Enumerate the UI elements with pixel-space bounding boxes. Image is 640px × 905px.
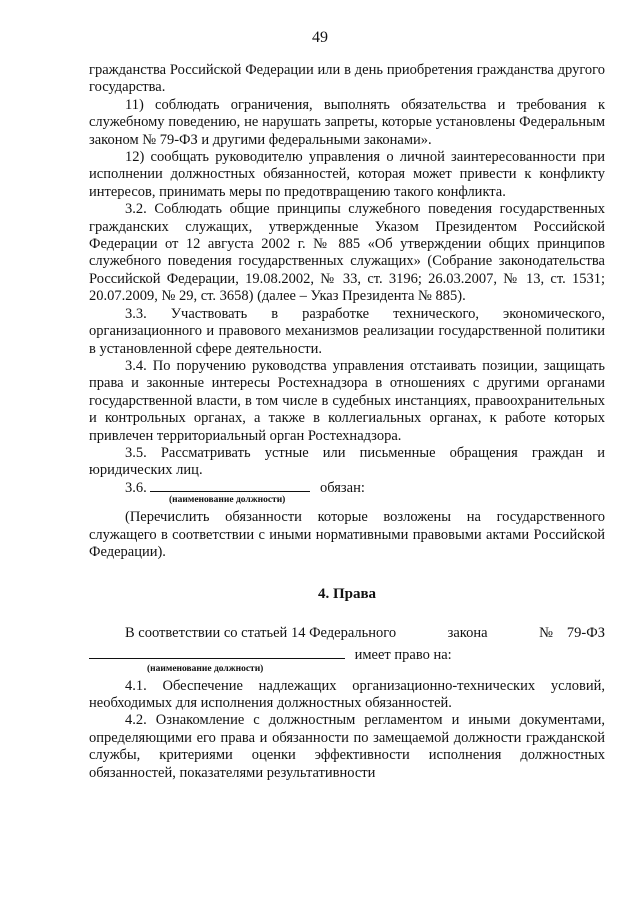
paragraph-3-2: 3.2. Соблюдать общие принципы служебного поведения государственных гражданских служащих, утвержденные Указом Президентом Российской Федерации от 12 августа 2002 г. № 885 «Об утверждении общих принципов служебного поведения государственных служащих» (Собрание законодательства Российской Федерации, 19.08.2002, № 33, ст. 3196; 26.03.2007, № 13, ст. 1531; 20.07.2009, № 29, ст. 3658) (далее – Указ Президента № 885). — [89, 201, 605, 305]
paragraph-citizenship: гражданства Российской Федерации или в день приобретения гражданства другого государства. — [89, 62, 605, 96]
paragraph-3-3: 3.3. Участвовать в разработке технического, экономического, организационного и правового механизмов реализации государственной политики в установленной сфере деятельности. — [89, 305, 605, 357]
position-name-caption-2: (наименование должности) — [147, 663, 264, 674]
paragraph-4-intro-number-sign: № — [539, 624, 553, 641]
paragraph-4-intro — [89, 625, 605, 642]
position-name-blank — [150, 491, 310, 492]
section-title: 4. Права — [317, 586, 377, 603]
paragraph-12: 12) сообщать руководителю управления о личной заинтересованности при исполнении должностных обязанностей, которая может привести к конфликту интересов, принимать меры по предотвращению такого конфликта. — [89, 149, 605, 200]
paragraph-4-2: 4.2. Ознакомление с должностным регламентом и иными документами, определяющими его права и обязанности по замещаемой должности гражданской службы, критериями оценки эффективности исполнения должностных обязанностей, показателями результативности — [89, 712, 605, 781]
paragraph-3-6 — [89, 480, 605, 497]
paragraph-4-rights-line — [89, 647, 605, 664]
paragraph-4-intro-law-number: 79-ФЗ — [566, 624, 605, 641]
paragraph-3-5: 3.5. Рассматривать устные или письменные обращения граждан и юридических лиц. — [89, 444, 605, 479]
paragraph-4-intro-law: закона — [447, 624, 488, 641]
paragraph-3-4: 3.4. По поручению руководства управления отстаивать позиции, защищать права и законные интересы Ростехнадзора в отношениях с другими органами государственной власти, в том числе в судебных инстанциях, правоохранительных и контрольных органах, а также в коллегиальных органах, к работе которых привлечен территориальный орган Ростехнадзора. — [89, 357, 605, 444]
paragraph-4-intro-text: В соответствии со статьей 14 Федерального — [125, 624, 397, 641]
paragraph-3-6-tail: обязан: — [320, 479, 365, 496]
position-name-blank-2 — [89, 658, 345, 659]
paragraph-11: 11) соблюдать ограничения, выполнять обязательства и требования к служебному поведению, не нарушать запреты, которые установлены Федеральным законом № 79-ФЗ и другими федеральными законами». — [89, 96, 605, 148]
paragraph-3-6-number: 3.6. — [125, 479, 147, 496]
paragraph-4-1: 4.1. Обеспечение надлежащих организационно-технических условий, необходимых для исполнения должностных обязанностей. — [89, 677, 605, 711]
document-body — [89, 62, 605, 782]
paragraph-4-tail: имеет право на: — [354, 647, 452, 664]
page-number: 49 — [312, 29, 328, 46]
position-name-caption: (наименование должности) — [169, 495, 286, 506]
paragraph-3-6-note: (Перечислить обязанности которые возложены на государственного служащего в соответствии с иными нормативными правовыми актами Российской Федерации). — [89, 509, 605, 560]
